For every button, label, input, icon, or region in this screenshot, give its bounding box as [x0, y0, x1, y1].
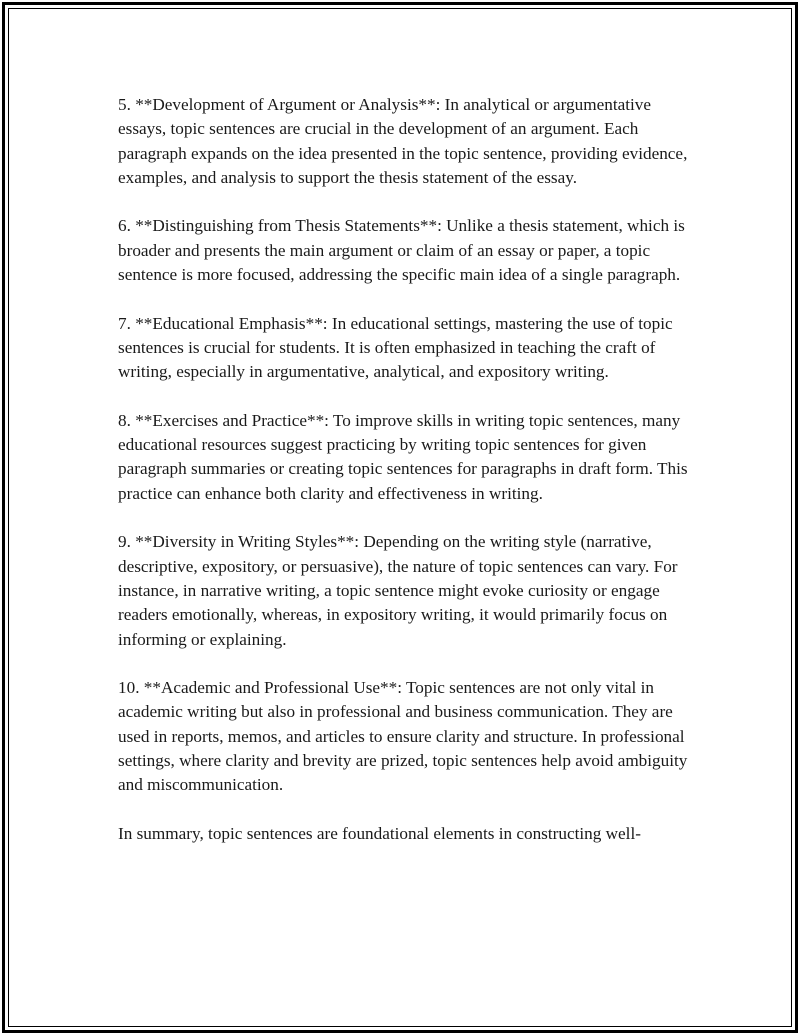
- paragraph-diversity-in-writing-styles: 9. **Diversity in Writing Styles**: Depending on the writing style (narrative, descriptive, expository, or persuasive), the nature of topic sentences can vary. For instance, in narrative writing, a topic sentence might evoke curiosity or engage readers emotionally, whereas, in expository writing, it would primarily focus on informing or explaining.: [118, 532, 678, 649]
- paragraph-exercises-and-practice: 8. **Exercises and Practice**: To improve skills in writing topic sentences, many educational resources suggest practicing by writing topic sentences for given paragraph summaries or creating topic sentences for paragraphs in draft form. This practice can enhance both clarity and effectiveness in writing.: [118, 410, 688, 503]
- paragraph-academic-and-professional-use: 10. **Academic and Professional Use**: Topic sentences are not only vital in academic writing but also in professional and business communication. They are used in reports, memos, and articles to ensure clarity and structure. In professional settings, where clarity and brevity are prized, topic sentences help avoid ambiguity and miscommunication.: [118, 678, 688, 795]
- paragraph-development-of-argument: 5. **Development of Argument or Analysis**: In analytical or argumentative essays, topic sentences are crucial in the development of an argument. Each paragraph expands on the idea presented in the topic sentence, providing evidence, examples, and analysis to support the thesis statement of the essay.: [118, 95, 688, 187]
- document-body: [118, 93, 688, 846]
- paragraph-educational-emphasis: 7. **Educational Emphasis**: In educational settings, mastering the use of topic sentences is crucial for students. It is often emphasized in teaching the craft of writing, especially in argumentative, analytical, and expository writing.: [118, 313, 673, 382]
- paragraph-summary: In summary, topic sentences are foundational elements in constructing well-: [118, 823, 641, 843]
- paragraph-distinguishing-from-thesis: 6. **Distinguishing from Thesis Statements**: Unlike a thesis statement, which is broader and presents the main argument or claim of an essay or paper, a topic sentence is more focused, addressing the specific main idea of a single paragraph.: [118, 216, 685, 285]
